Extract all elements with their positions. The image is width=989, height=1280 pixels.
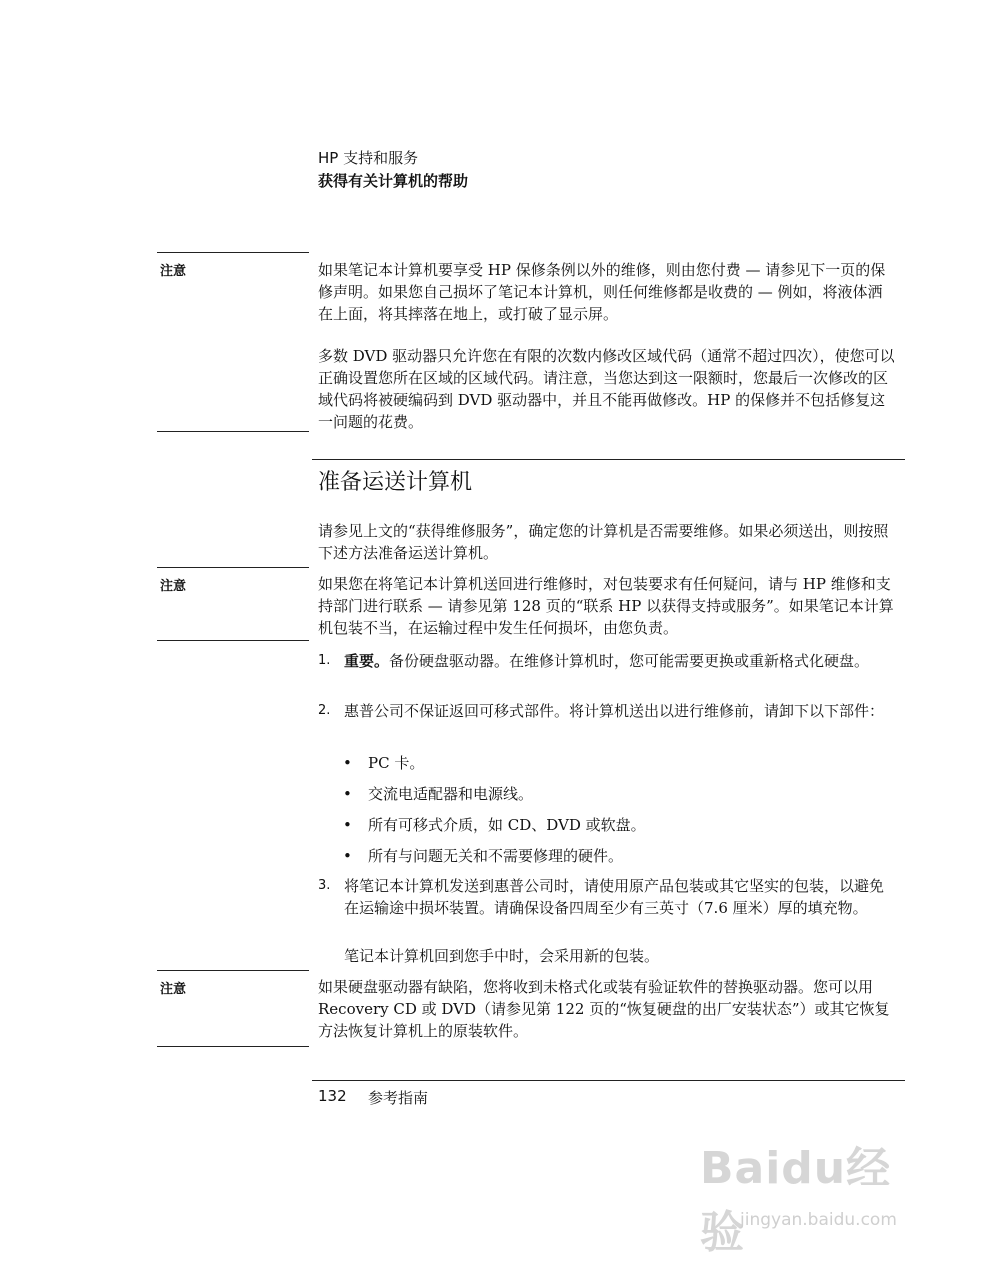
note-paragraph: 如果硬盘驱动器有缺陷，您将收到未格式化或装有验证软件的替换驱动器。您可以用 Recovery CD 或 DVD（请参见第 122 页的“恢复硬盘的出厂安装状态”）或其它恢复方法恢复计算机上的原装软件。	[318, 978, 890, 1040]
note-bottom-rule	[157, 431, 309, 432]
note-paragraph: 如果您在将笔记本计算机送回进行维修时，对包装要求有任何疑问，请与 HP 维修和支持部门进行联系 — 请参见第 128 页的“联系 HP 以获得支持或服务”。如果笔记本计算机包装不当，在运输过程中发生任何损坏，由您负责。	[318, 575, 894, 637]
bullet-item	[343, 845, 623, 867]
section-intro: 请参见上文的“获得维修服务”，确定您的计算机是否需要维修。如果必须送出，则按照下述方法准备运送计算机。	[318, 522, 889, 562]
note-label: 注意	[160, 579, 187, 594]
bullet-icon: •	[343, 816, 352, 834]
list-text: 将笔记本计算机发送到惠普公司时，请使用原产品包装或其它坚实的包装，以避免在运输途中损坏装置。请确保设备四周至少有三英寸（7.6 厘米）厚的填充物。	[344, 877, 885, 917]
note-bottom-rule	[157, 1046, 309, 1047]
list-number: 3.	[318, 878, 331, 893]
bullet-text: 所有可移式介质，如 CD、DVD 或软盘。	[368, 816, 646, 834]
page-number: 132	[318, 1087, 347, 1105]
bullet-icon: •	[343, 847, 352, 865]
bullet-item	[343, 783, 533, 805]
section-title: 准备运送计算机	[318, 470, 473, 495]
bullet-icon: •	[343, 785, 352, 803]
note-top-rule	[157, 567, 309, 568]
note-label: 注意	[160, 264, 187, 279]
note-bottom-rule	[157, 640, 309, 641]
list-text: 备份硬盘驱动器。在维修计算机时，您可能需要更换或重新格式化硬盘。	[389, 652, 870, 670]
bullet-text: PC 卡。	[368, 754, 425, 772]
bullet-text: 所有与问题无关和不需要修理的硬件。	[368, 847, 624, 865]
note-top-rule	[157, 252, 309, 253]
bullet-icon: •	[343, 754, 352, 772]
running-header-section: HP 支持和服务	[318, 149, 419, 167]
list-item	[318, 875, 896, 919]
list-text: 惠普公司不保证返回可移式部件。将计算机送出以进行维修前，请卸下以下部件：	[344, 702, 885, 720]
list-number: 2.	[318, 703, 331, 718]
list-item	[318, 650, 896, 672]
emphasis-label: 重要。	[344, 652, 390, 670]
watermark-url: jingyan.baidu.com	[740, 1210, 897, 1230]
bullet-item	[343, 752, 424, 774]
footer-title: 参考指南	[368, 1089, 429, 1107]
list-followup	[318, 945, 896, 967]
section-rule	[312, 459, 905, 460]
watermark-logo: Baidu经验	[700, 1143, 892, 1258]
note-top-rule	[157, 970, 309, 971]
bullet-text: 交流电适配器和电源线。	[368, 785, 534, 803]
note-label: 注意	[160, 982, 187, 997]
note-paragraph: 多数 DVD 驱动器只允许您在有限的次数内修改区域代码（通常不超过四次），使您可以正确设置您所在区域的区域代码。请注意，当您达到这一限额时，您最后一次修改的区域代码将被硬编码到 DVD 驱动器中，并且不能再做修改。HP 的保修并不包括修复这一问题的花费。	[318, 347, 895, 431]
watermark	[700, 1132, 930, 1258]
bullet-item	[343, 814, 646, 836]
running-header-subsection: 获得有关计算机的帮助	[318, 172, 469, 190]
list-item	[318, 700, 896, 722]
note-paragraph: 如果笔记本计算机要享受 HP 保修条例以外的维修，则由您付费 — 请参见下一页的保修声明。如果您自己损坏了笔记本计算机，则任何维修都是收费的 — 例如，将液体洒在上面，将其摔落在地上，或打破了显示屏。	[318, 261, 886, 323]
list-number: 1.	[318, 653, 331, 668]
footer-rule	[312, 1080, 905, 1081]
list-followup-text: 笔记本计算机回到您手中时，会采用新的包装。	[344, 947, 660, 965]
